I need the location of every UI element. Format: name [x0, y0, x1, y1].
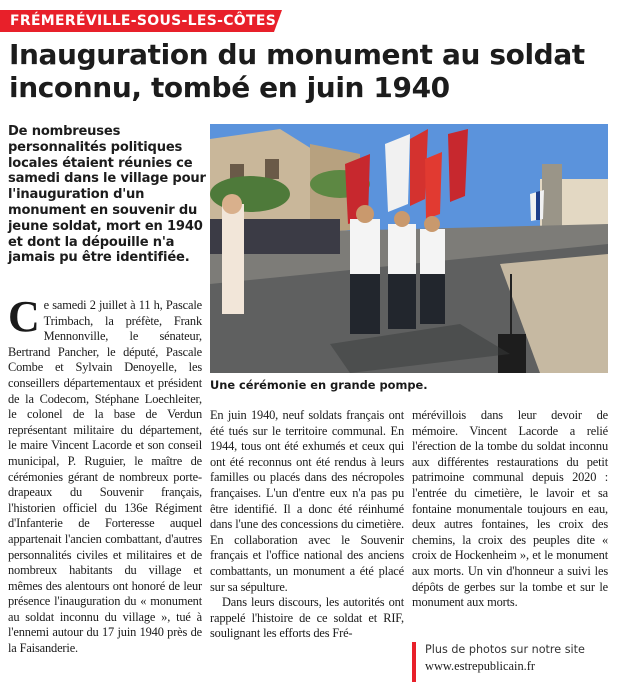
promo-label: Plus de photos sur notre site [425, 643, 585, 656]
drop-cap: C [8, 292, 40, 341]
body-paragraph: Dans leurs discours, les autorités ont rappelé l'histoire de ce soldat et RIF, soulignant les efforts des Fré- [210, 595, 404, 641]
article-kicker: FRÉMERÉVILLE-SOUS-LES-CÔTES [10, 13, 277, 29]
photo-caption: Une cérémonie en grande pompe. [210, 378, 428, 392]
ceremony-photo-illustration [210, 124, 608, 373]
body-column-2 [210, 408, 404, 642]
article-headline: Inauguration du monument au soldat inconnu, tombé en juin 1940 [9, 38, 585, 104]
article-lede: De nombreuses personnalités politiques locales étaient réunies ce samedi dans le village pour l'inauguration d'un monument en souvenir du jeune soldat, mort en 1940 et dont la dépouille n'a jamais pu être identifiée. [8, 124, 206, 266]
ceremony-photo [210, 124, 608, 373]
body-paragraph: e samedi 2 juillet à 11 h, Pascale Trimbach, la préfète, Frank Mennonville, le sénateur, Bertrand Pancher, le député, Pascale Combe et Sylvain Denoyelle, les conseillers départementaux et président de la Codecom, Stéphane Loechleiter, le colonel de la base de Verdun représentant militaire du département, le maire Vincent Lacorde et son conseil municipal, P. Ruguier, le maître de cérémonies gérant de nombreux porte-drapeaux du Souvenir français, l'historien officiel du 136e Régiment d'Infanterie de Forteresse auquel appartenait l'ancien combattant, d'autres personnalités civiles et militaires et de nombreux habitants du village et mêmes des alentours ont honoré de leur présence l'inauguration du « monument au soldat inconnu du village », tué à l'ennemi autour du 17 juin 1940 près de la Faisanderie. [8, 298, 202, 656]
promo-url-link[interactable]: www.estrepublicain.fr [425, 659, 535, 673]
body-column-3 [412, 408, 608, 611]
body-paragraph: mérévillois dans leur devoir de mémoire. Vincent Lacorde a relié l'érection de la tombe du soldat inconnu aux différentes restaurations du petit patrimoine communal depuis 2020 : l'entrée du cimetière, le lavoir et sa fontaine monumentale toujours en eau, deux autres fontaines, les croix des chemins, la croix des peuples dite « croix de Hockenheim », et le monument aux morts. Un vin d'honneur a suivi les dépôts de gerbes sur la tombe et sur le monument aux morts. [412, 408, 608, 610]
website-promo [412, 642, 608, 682]
body-paragraph: En juin 1940, neuf soldats français ont été tués sur le territoire communal. En 1944, tous ont été exhumés et ceux qui ont été reconnus ont été rendus à leurs familles ou placés dans des nécropoles françaises. L'un d'entre eux n'a pas pu être identifié. Il a donc été réinhumé dans l'une des concessions du cimetière. En collaboration avec le Souvenir français et l'office national des anciens combattants, un monument a été placé sur sa sépulture. [210, 408, 404, 594]
body-column-1 [8, 292, 202, 657]
